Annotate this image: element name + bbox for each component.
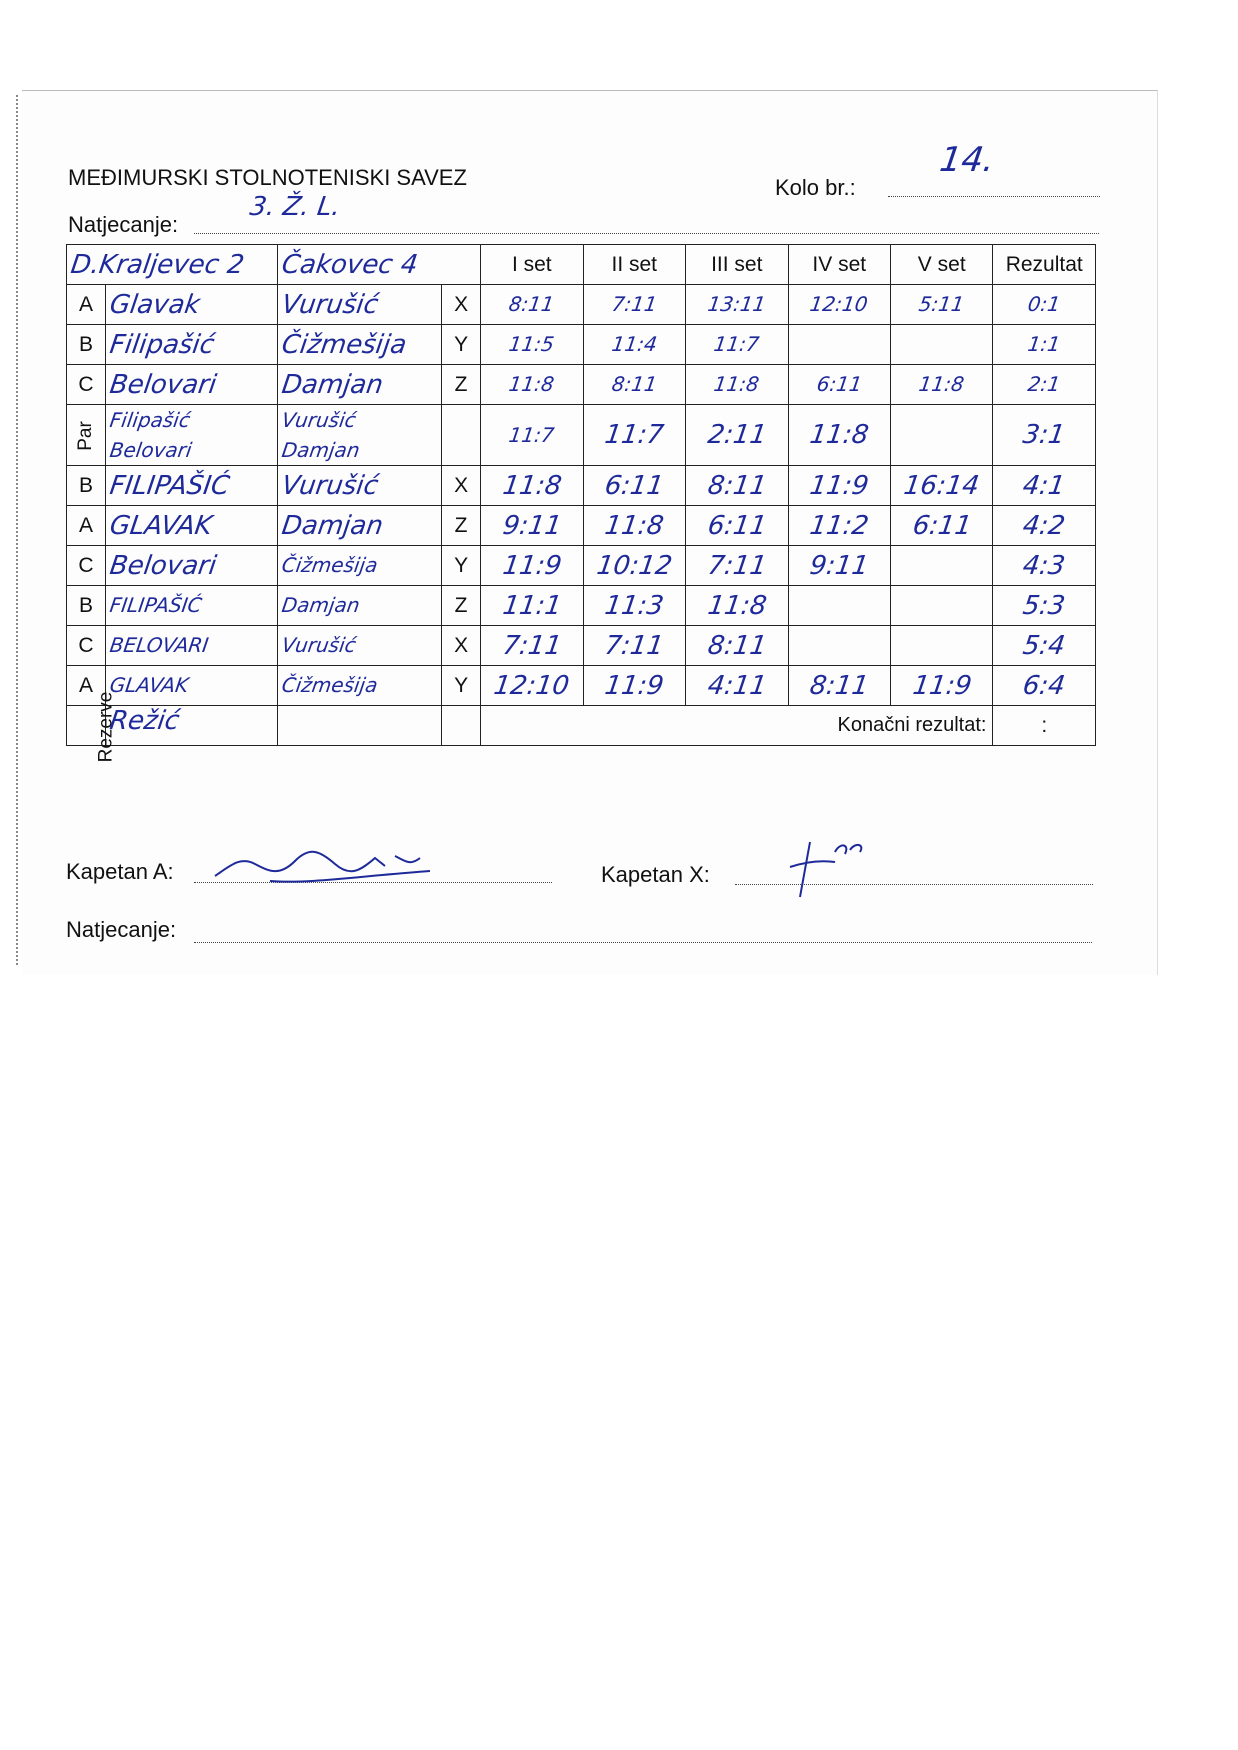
doubles-away: Vurušić Damjan xyxy=(278,405,442,466)
match-result: 2:1 xyxy=(993,365,1096,405)
player-away: Vurušić xyxy=(278,285,442,325)
match-side: X xyxy=(442,466,481,506)
set-score: 10:12 xyxy=(583,546,685,586)
match-result: 1:1 xyxy=(993,325,1096,365)
doubles-label: Par xyxy=(67,405,106,466)
match-row xyxy=(67,506,1096,546)
set-score: 7:11 xyxy=(686,546,788,586)
match-row xyxy=(67,546,1096,586)
set-score: 7:11 xyxy=(583,626,685,666)
col-set-1: I set xyxy=(481,245,583,285)
set-score: 11:7 xyxy=(583,405,685,466)
set-score: 12:10 xyxy=(788,285,890,325)
match-code: B xyxy=(67,586,106,626)
player-home: BELOVARI xyxy=(105,626,277,666)
player-away: Čižmešija xyxy=(278,546,442,586)
player-away: Damjan xyxy=(278,365,442,405)
set-score: 8:11 xyxy=(686,626,788,666)
signature-a-drawing xyxy=(210,836,460,896)
match-row xyxy=(67,365,1096,405)
set-score xyxy=(890,586,992,626)
team-away: Čakovec 4 xyxy=(278,245,481,285)
set-score: 8:11 xyxy=(788,666,890,706)
match-code: C xyxy=(67,546,106,586)
match-result: 3:1 xyxy=(993,405,1096,466)
match-result: 6:4 xyxy=(993,666,1096,706)
match-row xyxy=(67,586,1096,626)
set-score: 7:11 xyxy=(583,285,685,325)
player-home: Belovari xyxy=(105,546,277,586)
col-set-3: III set xyxy=(686,245,788,285)
final-score-label: Konačni rezultat: xyxy=(481,706,993,746)
player-away: Vurušić xyxy=(278,626,442,666)
match-result: 5:4 xyxy=(993,626,1096,666)
set-score xyxy=(788,325,890,365)
natjecanje-line xyxy=(194,233,1099,234)
match-side: X xyxy=(442,626,481,666)
natjecanje-footer-label: Natjecanje: xyxy=(66,917,177,942)
set-score xyxy=(890,626,992,666)
match-row xyxy=(67,666,1096,706)
set-score: 6:11 xyxy=(686,506,788,546)
player-home: FILIPAŠIĆ xyxy=(105,586,277,626)
set-score: 11:7 xyxy=(481,405,583,466)
player-home: Belovari xyxy=(105,365,277,405)
match-side: X xyxy=(442,285,481,325)
reserve-label: Rezerve xyxy=(67,706,106,746)
set-score: 11:7 xyxy=(686,325,788,365)
set-score: 5:11 xyxy=(890,285,992,325)
set-score: 6:11 xyxy=(890,506,992,546)
signature-x-drawing xyxy=(780,832,870,902)
perforation-edge xyxy=(16,95,26,965)
set-score: 7:11 xyxy=(481,626,583,666)
set-score: 8:11 xyxy=(686,466,788,506)
match-code: B xyxy=(67,325,106,365)
set-score: 11:5 xyxy=(481,325,583,365)
natjecanje-footer-line xyxy=(194,942,1092,943)
set-score: 12:10 xyxy=(481,666,583,706)
player-away: Čižmešija xyxy=(278,666,442,706)
match-code: B xyxy=(67,466,106,506)
match-row xyxy=(67,325,1096,365)
header-row xyxy=(67,245,1096,285)
final-score-value: : xyxy=(993,706,1096,746)
set-score: 13:11 xyxy=(686,285,788,325)
team-home: D.Kraljevec 2 xyxy=(67,245,278,285)
set-score: 11:8 xyxy=(686,365,788,405)
set-score: 11:9 xyxy=(583,666,685,706)
set-score: 11:9 xyxy=(890,666,992,706)
set-score: 8:11 xyxy=(583,365,685,405)
match-side: Y xyxy=(442,546,481,586)
federation-title: MEĐIMURSKI STOLNOTENISKI SAVEZ xyxy=(68,165,467,190)
col-set-4: IV set xyxy=(788,245,890,285)
set-score: 6:11 xyxy=(583,466,685,506)
score-table xyxy=(66,244,1096,762)
reserve-side xyxy=(442,706,481,746)
set-score xyxy=(890,405,992,466)
match-side: Y xyxy=(442,666,481,706)
set-score xyxy=(890,325,992,365)
match-code: A xyxy=(67,506,106,546)
match-side: Z xyxy=(442,506,481,546)
set-score xyxy=(788,626,890,666)
match-code: A xyxy=(67,285,106,325)
reserve-away xyxy=(278,706,442,746)
set-score: 11:4 xyxy=(583,325,685,365)
set-score: 11:8 xyxy=(583,506,685,546)
kapetan-a-signature xyxy=(210,836,460,901)
player-away: Damjan xyxy=(278,586,442,626)
match-result: 0:1 xyxy=(993,285,1096,325)
player-home: FILIPAŠIĆ xyxy=(105,466,277,506)
set-score: 6:11 xyxy=(788,365,890,405)
reserve-name: Režić xyxy=(105,706,277,746)
player-home: GLAVAK xyxy=(105,666,277,706)
set-score: 11:1 xyxy=(481,586,583,626)
match-row xyxy=(67,285,1096,325)
set-score: 9:11 xyxy=(481,506,583,546)
match-side: Y xyxy=(442,325,481,365)
player-home: Glavak xyxy=(105,285,277,325)
match-result: 5:3 xyxy=(993,586,1096,626)
match-result: 4:2 xyxy=(993,506,1096,546)
set-score xyxy=(890,546,992,586)
kapetan-x-signature xyxy=(780,832,870,907)
match-code: C xyxy=(67,626,106,666)
kapetan-a-label: Kapetan A: xyxy=(66,859,174,884)
set-score: 8:11 xyxy=(481,285,583,325)
reserve-row xyxy=(67,706,1096,746)
natjecanje-value: 3. Ž. L. xyxy=(247,192,343,222)
player-home: Filipašić xyxy=(105,325,277,365)
doubles-home: Filipašić Belovari xyxy=(105,405,277,466)
set-score: 2:11 xyxy=(686,405,788,466)
set-score: 11:3 xyxy=(583,586,685,626)
set-score: 4:11 xyxy=(686,666,788,706)
match-side xyxy=(442,405,481,466)
match-row xyxy=(67,466,1096,506)
player-away: Čižmešija xyxy=(278,325,442,365)
match-result: 4:1 xyxy=(993,466,1096,506)
player-away: Vurušić xyxy=(278,466,442,506)
kolo-line xyxy=(888,196,1100,197)
set-score: 11:8 xyxy=(481,466,583,506)
set-score: 11:8 xyxy=(686,586,788,626)
set-score: 11:9 xyxy=(788,466,890,506)
match-code: A xyxy=(67,666,106,706)
set-score: 9:11 xyxy=(788,546,890,586)
kapetan-x-label: Kapetan X: xyxy=(601,862,710,887)
set-score: 11:8 xyxy=(481,365,583,405)
set-score: 16:14 xyxy=(890,466,992,506)
set-score: 11:2 xyxy=(788,506,890,546)
match-side: Z xyxy=(442,365,481,405)
set-score: 11:8 xyxy=(890,365,992,405)
doubles-row xyxy=(67,405,1096,466)
player-away: Damjan xyxy=(278,506,442,546)
player-home: GLAVAK xyxy=(105,506,277,546)
set-score xyxy=(788,586,890,626)
col-set-5: V set xyxy=(890,245,992,285)
match-row xyxy=(67,626,1096,666)
col-set-2: II set xyxy=(583,245,685,285)
match-result: 4:3 xyxy=(993,546,1096,586)
kolo-value: 14. xyxy=(937,140,997,180)
set-score: 11:8 xyxy=(788,405,890,466)
match-code: C xyxy=(67,365,106,405)
natjecanje-label: Natjecanje: xyxy=(68,212,179,237)
kolo-label: Kolo br.: xyxy=(775,175,856,200)
set-score: 11:9 xyxy=(481,546,583,586)
match-side: Z xyxy=(442,586,481,626)
col-result: Rezultat xyxy=(993,245,1096,285)
